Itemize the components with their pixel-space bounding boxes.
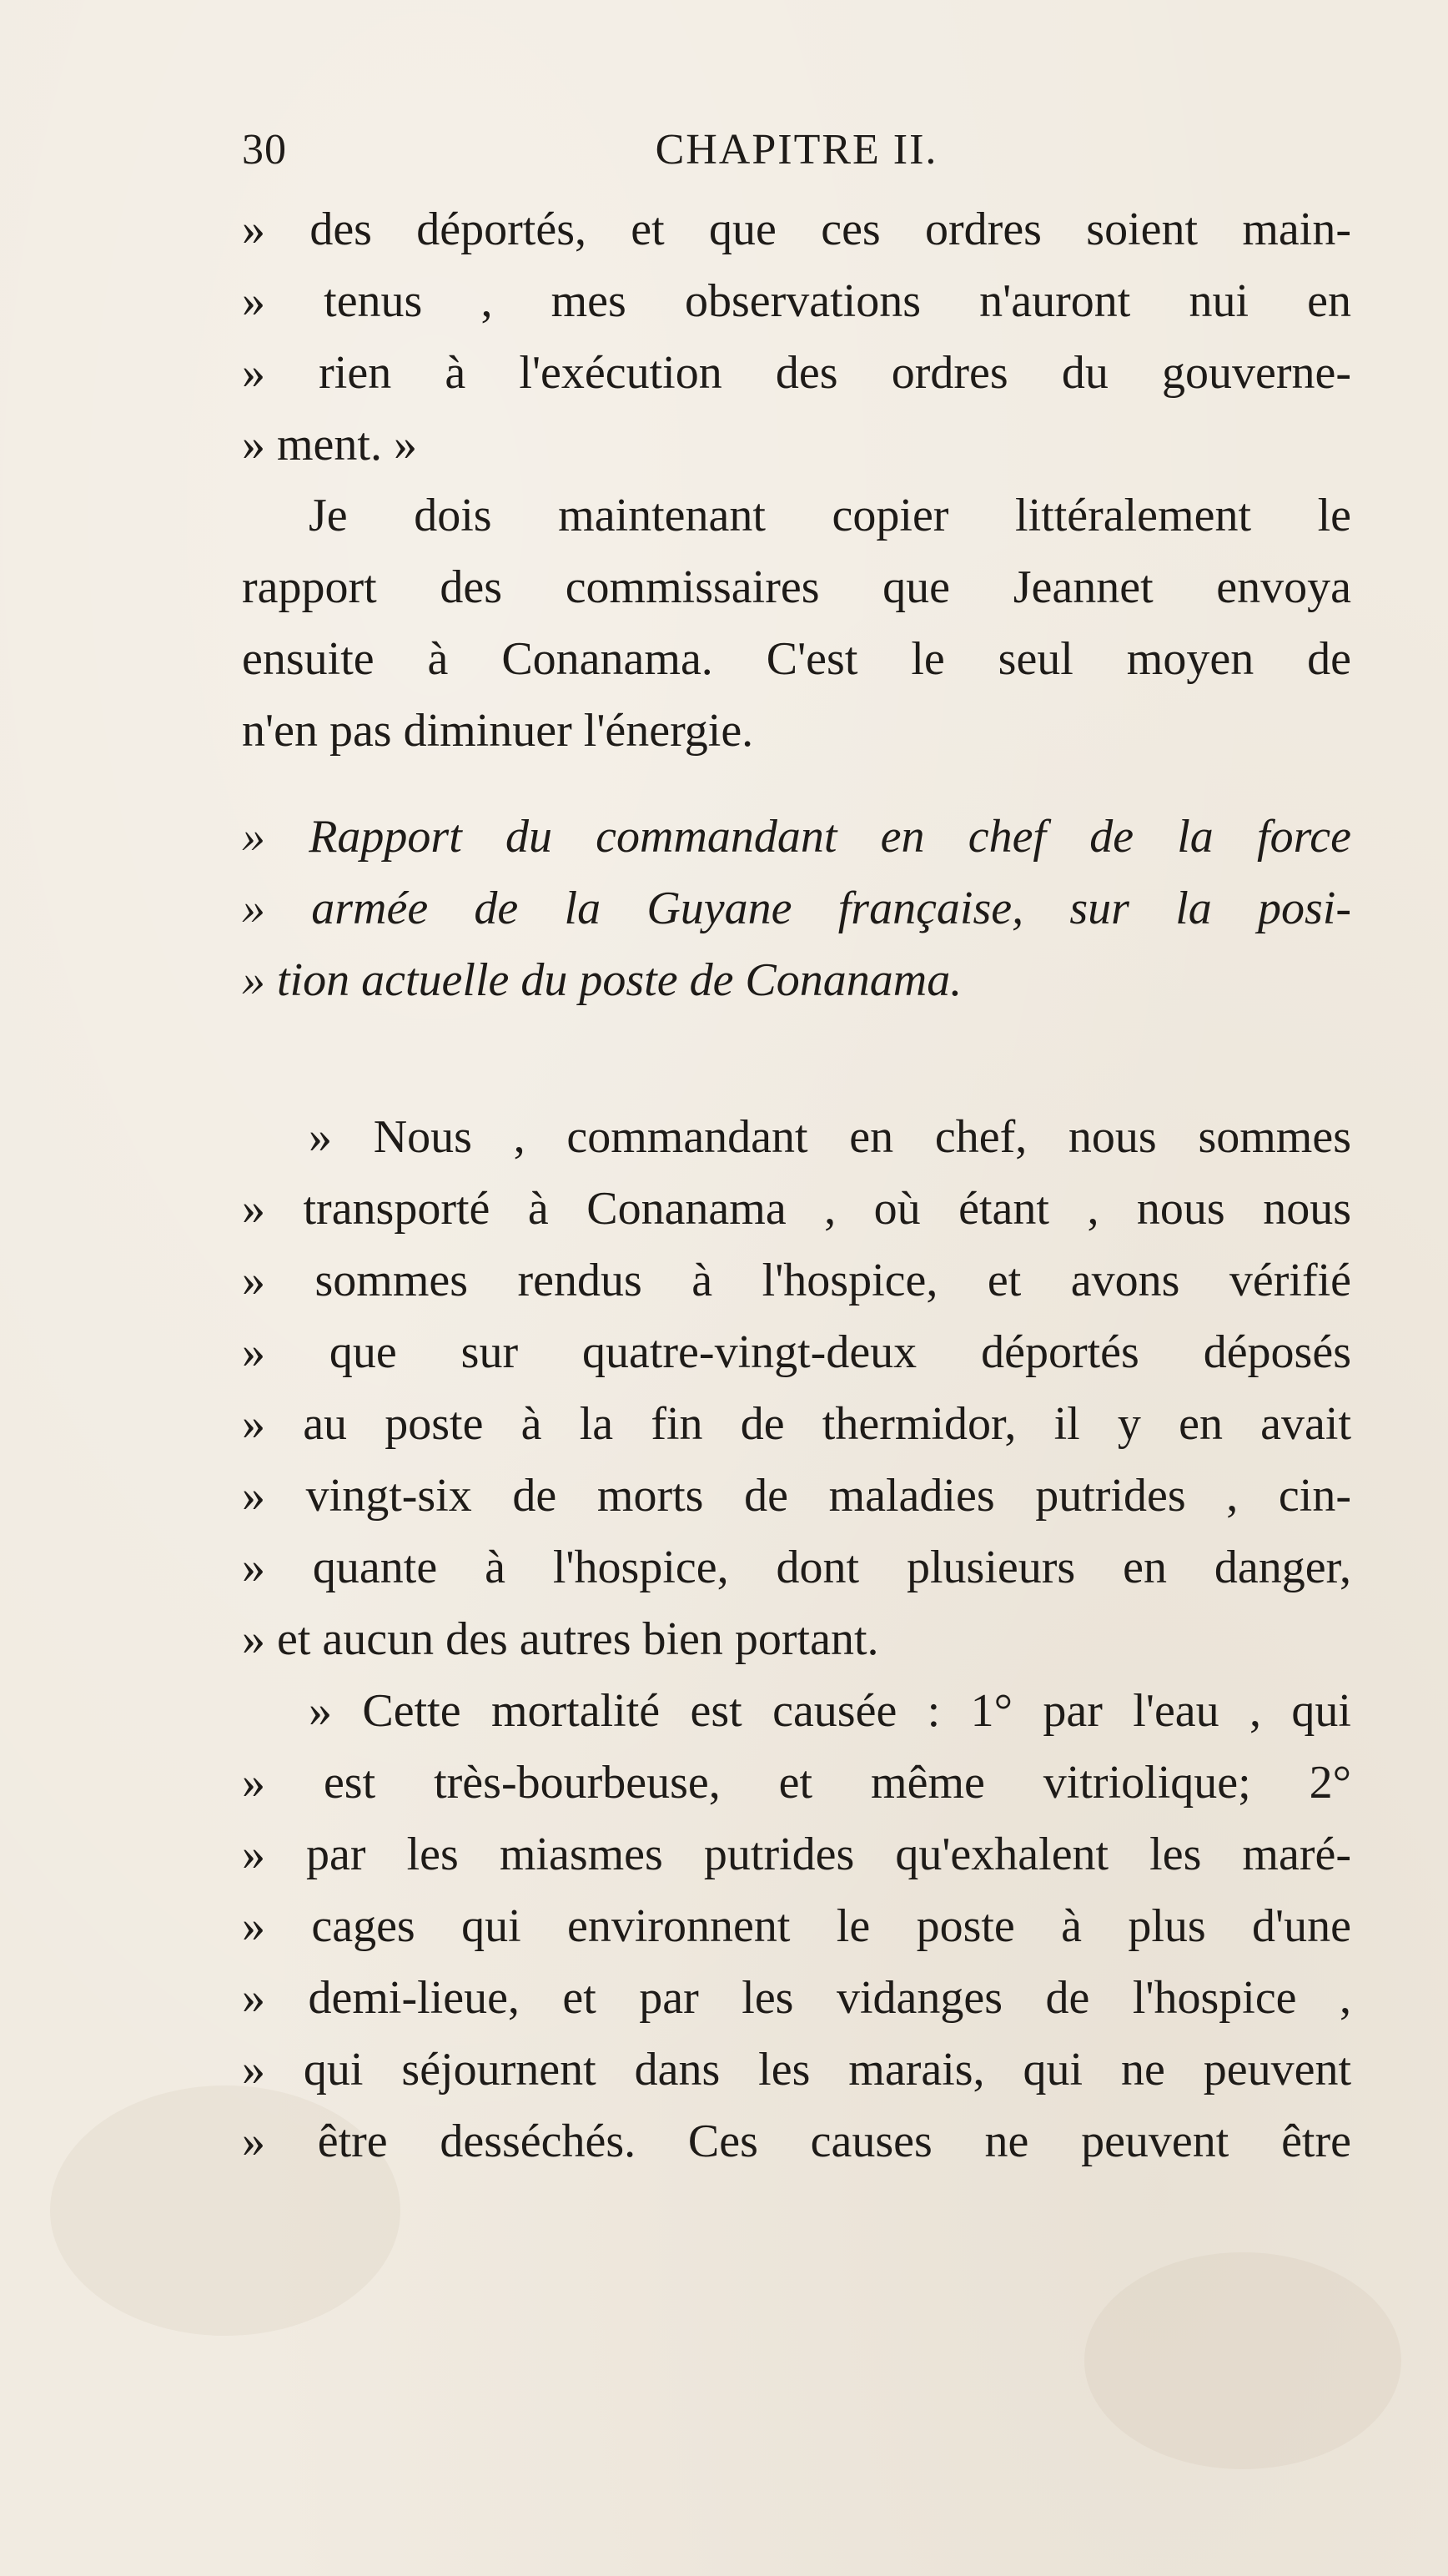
text-line: » vingt-six de morts de maladies putrides , cin- bbox=[242, 1470, 1351, 1522]
text-line: Je dois maintenant copier littéralement le bbox=[309, 490, 1351, 541]
page-number: 30 bbox=[242, 126, 287, 174]
text-line: » armée de la Guyane française, sur la posi- bbox=[242, 883, 1351, 934]
text-line: » être desséchés. Ces causes ne peuvent être bbox=[242, 2116, 1351, 2167]
text-line: » Rapport du commandant en chef de la force bbox=[242, 811, 1351, 863]
paragraph-report-body bbox=[242, 1101, 1351, 2177]
text-line: rapport des commissaires que Jeannet envoya bbox=[242, 561, 1351, 613]
text-line: n'en pas diminuer l'énergie. bbox=[242, 705, 754, 757]
text-line: » Nous , commandant en chef, nous sommes bbox=[309, 1111, 1351, 1163]
text-line: » sommes rendus à l'hospice, et avons vérifié bbox=[242, 1255, 1351, 1306]
text-line: » transporté à Conanama , où étant , nous nous bbox=[242, 1183, 1351, 1235]
text-line: » est très-bourbeuse, et même vitriolique; 2° bbox=[242, 1757, 1351, 1809]
text-line: » rien à l'exécution des ordres du gouverne- bbox=[242, 347, 1351, 399]
text-line: » Cette mortalité est causée : 1° par l'eau , qui bbox=[309, 1685, 1351, 1737]
report-title bbox=[242, 801, 1351, 1016]
text-line: » des déportés, et que ces ordres soient main- bbox=[242, 204, 1351, 255]
text-line: » au poste à la fin de thermidor, il y en avait bbox=[242, 1398, 1351, 1450]
paper-stain bbox=[1084, 2252, 1401, 2469]
text-line: » demi-lieue, et par les vidanges de l'hospice , bbox=[242, 1972, 1351, 2024]
text-line: » tenus , mes observations n'auront nui en bbox=[242, 275, 1351, 327]
text-line: » par les miasmes putrides qu'exhalent les maré- bbox=[242, 1829, 1351, 1880]
paragraph-intro bbox=[242, 480, 1351, 767]
text-line: » et aucun des autres bien portant. bbox=[242, 1613, 879, 1665]
page-header bbox=[242, 125, 1351, 184]
text-line: » qui séjournent dans les marais, qui ne peuvent bbox=[242, 2044, 1351, 2096]
text-line: » cages qui environnent le poste à plus d'une bbox=[242, 1900, 1351, 1952]
paragraph-continuation bbox=[242, 194, 1351, 480]
text-line: ensuite à Conanama. C'est le seul moyen de bbox=[242, 633, 1351, 685]
text-line: » quante à l'hospice, dont plusieurs en danger, bbox=[242, 1542, 1351, 1593]
text-line: » que sur quatre-vingt-deux déportés déposés bbox=[242, 1326, 1351, 1378]
running-title: CHAPITRE II. bbox=[655, 126, 938, 174]
text-line: » ment. » bbox=[242, 419, 417, 470]
text-line: » tion actuelle du poste de Conanama. bbox=[242, 954, 963, 1006]
